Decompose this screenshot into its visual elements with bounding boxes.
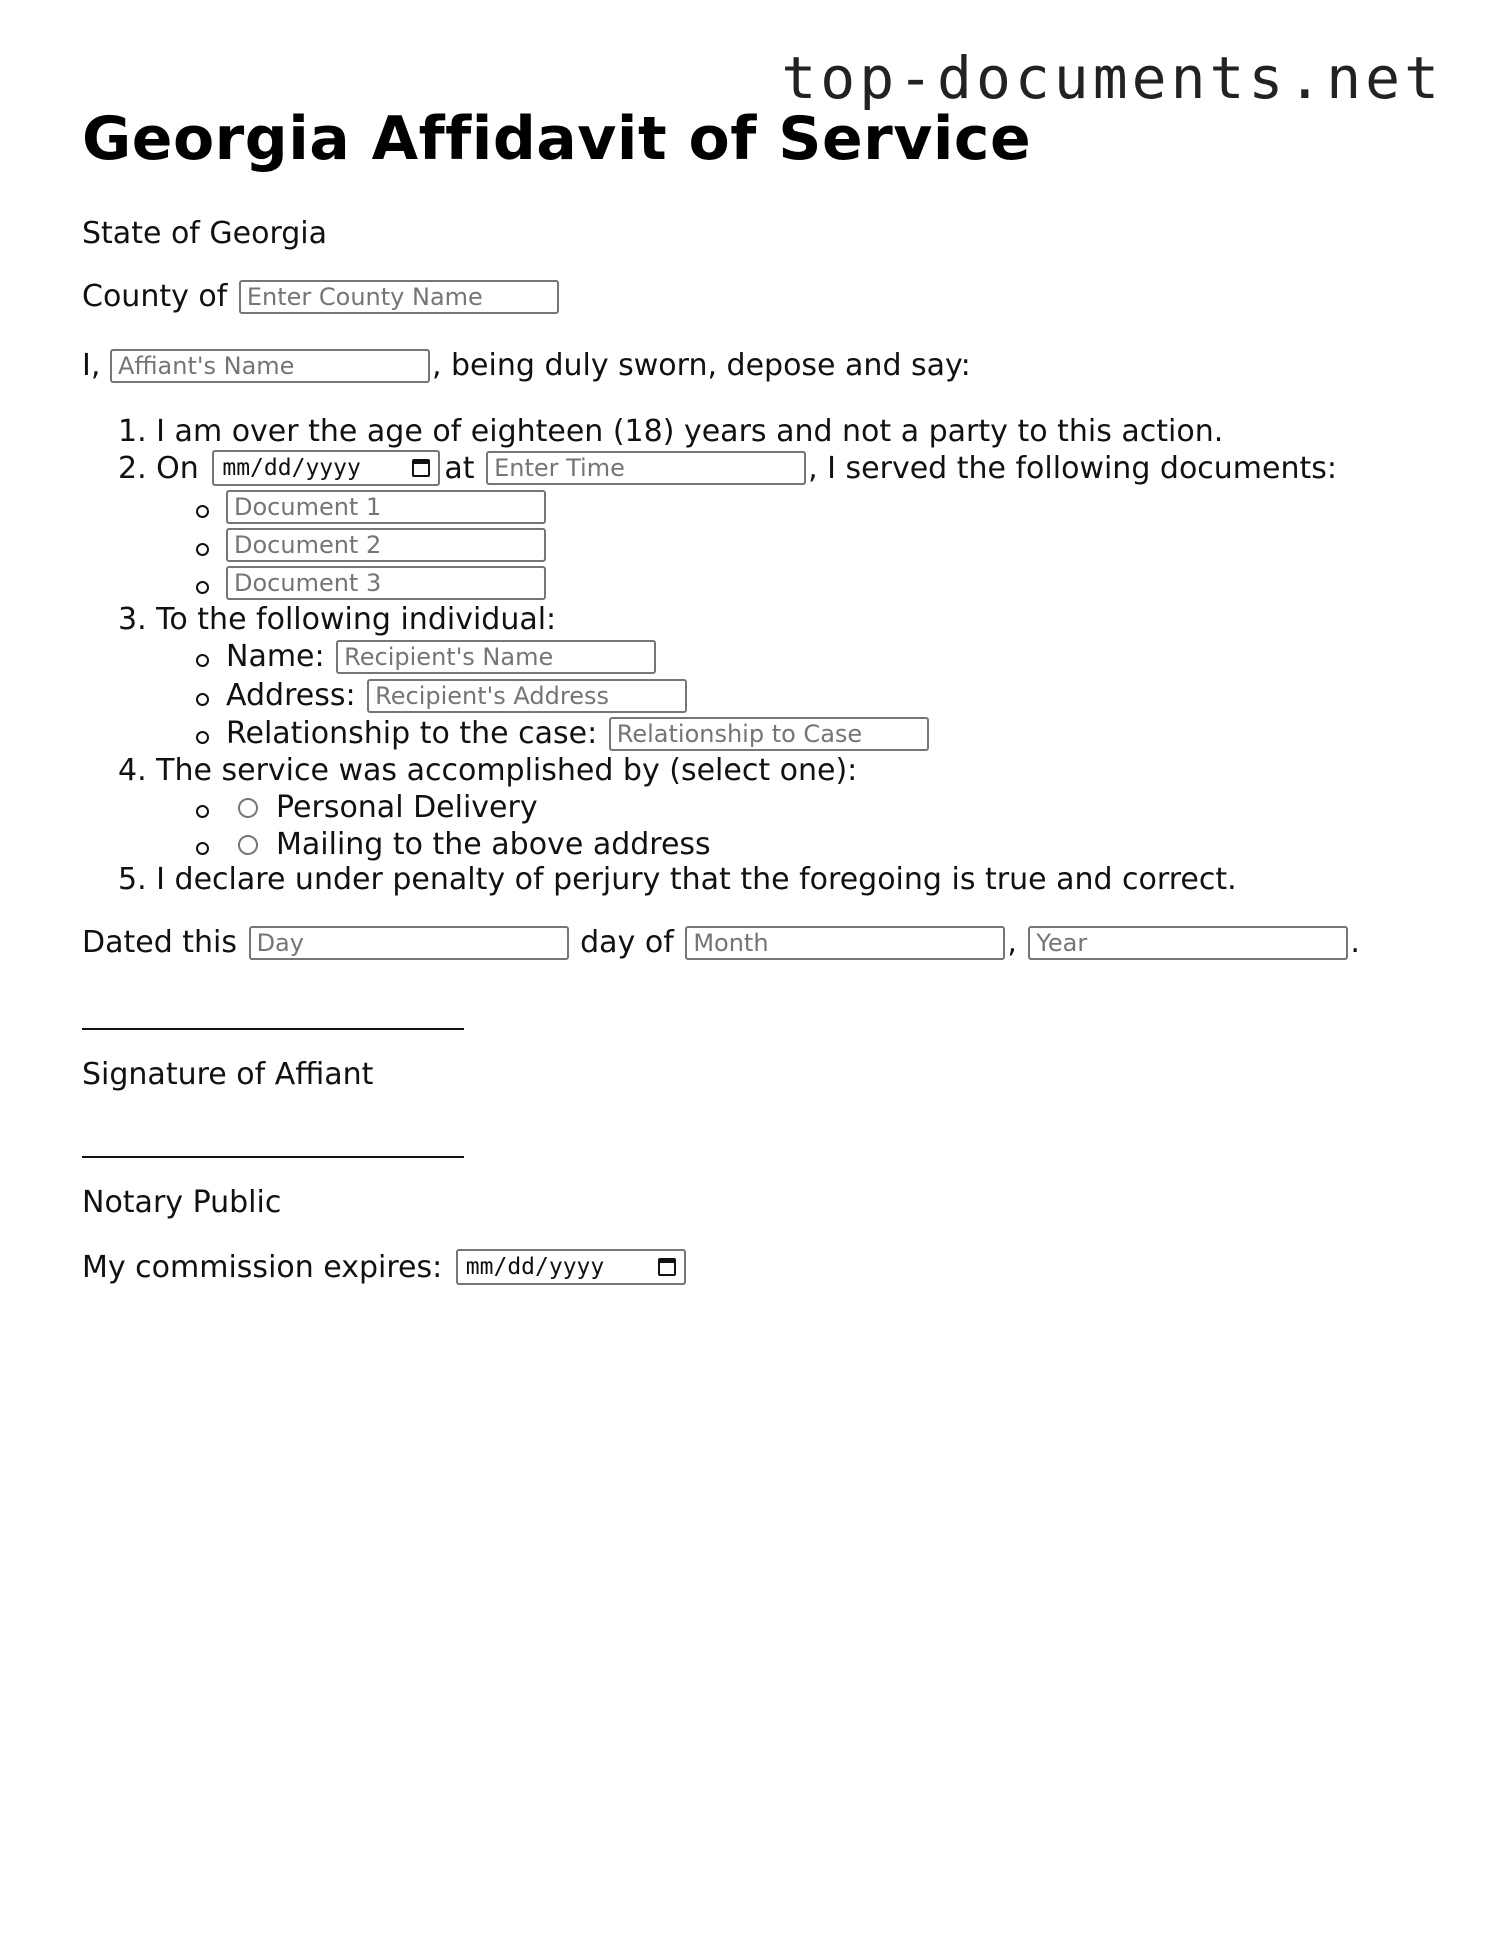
item-3-number: 3. bbox=[118, 602, 147, 637]
item-4-text: The service was accomplished by (select one): bbox=[156, 753, 858, 788]
page-title: Georgia Affidavit of Service bbox=[82, 104, 1032, 174]
relationship-label: Relationship to the case: bbox=[226, 716, 598, 751]
bullet-icon bbox=[196, 731, 209, 744]
commission-row bbox=[82, 1249, 690, 1285]
bullet-icon bbox=[196, 805, 209, 818]
list-item-5 bbox=[118, 862, 1237, 897]
item-5-text: I declare under penalty of perjury that the foregoing is true and correct. bbox=[156, 862, 1237, 897]
bullet-icon bbox=[196, 581, 209, 594]
document-2-input[interactable] bbox=[226, 528, 546, 562]
personal-delivery-radio[interactable] bbox=[238, 798, 258, 818]
item-2-suffix: , I served the following documents: bbox=[808, 450, 1338, 486]
item-4-number: 4. bbox=[118, 753, 147, 788]
dated-period: . bbox=[1350, 925, 1360, 960]
notary-signature-line[interactable] bbox=[82, 1156, 464, 1158]
notary-label: Notary Public bbox=[82, 1185, 282, 1220]
item-1-text: I am over the age of eighteen (18) years and not a party to this action. bbox=[156, 414, 1224, 449]
commission-date-value: mm/dd/yyyy bbox=[465, 1254, 605, 1280]
item-3-text: To the following individual: bbox=[156, 602, 557, 637]
year-input[interactable] bbox=[1028, 926, 1348, 960]
recipient-address-input[interactable] bbox=[367, 679, 687, 713]
affiant-name-input[interactable] bbox=[110, 349, 430, 383]
bullet-icon bbox=[196, 543, 209, 556]
day-of-label: day of bbox=[580, 925, 674, 960]
dated-comma: , bbox=[1007, 925, 1017, 960]
calendar-icon[interactable] bbox=[412, 459, 430, 477]
affiant-suffix: , being duly sworn, depose and say: bbox=[431, 348, 971, 383]
item-2-on: On bbox=[156, 450, 199, 486]
document-1-input[interactable] bbox=[226, 490, 546, 524]
relationship-input[interactable] bbox=[609, 717, 929, 751]
item-2-at: at bbox=[444, 450, 475, 486]
affiant-row bbox=[82, 348, 971, 383]
item-2-number: 2. bbox=[118, 450, 147, 486]
recipient-name-label: Name: bbox=[226, 639, 325, 674]
recipient-name-input[interactable] bbox=[336, 640, 656, 674]
personal-delivery-label[interactable]: Personal Delivery bbox=[276, 790, 538, 825]
bullet-icon bbox=[196, 842, 209, 855]
document-item bbox=[226, 490, 546, 524]
bullet-icon bbox=[196, 693, 209, 706]
relationship-row bbox=[226, 716, 931, 751]
item-5-number: 5. bbox=[118, 862, 147, 897]
mailing-label[interactable]: Mailing to the above address bbox=[276, 827, 711, 862]
bullet-icon bbox=[196, 654, 209, 667]
commission-date-input[interactable] bbox=[456, 1249, 686, 1285]
document-item bbox=[226, 528, 546, 562]
list-item-1 bbox=[118, 414, 1223, 449]
commission-label: My commission expires: bbox=[82, 1249, 443, 1285]
dated-label: Dated this bbox=[82, 925, 238, 960]
county-label: County of bbox=[82, 279, 228, 314]
signature-label: Signature of Affiant bbox=[82, 1057, 374, 1092]
day-input[interactable] bbox=[249, 926, 569, 960]
list-item-4 bbox=[118, 753, 857, 788]
recipient-name-row bbox=[226, 639, 658, 674]
county-input[interactable] bbox=[239, 280, 559, 314]
dated-row bbox=[82, 925, 1360, 960]
county-row bbox=[82, 279, 561, 314]
service-date-value: mm/dd/yyyy bbox=[222, 455, 361, 481]
state-line: State of Georgia bbox=[82, 216, 328, 251]
recipient-address-row bbox=[226, 678, 689, 713]
affiant-prefix: I, bbox=[82, 348, 101, 383]
document-item bbox=[226, 566, 546, 600]
option-mailing[interactable] bbox=[238, 827, 711, 862]
list-item-3 bbox=[118, 602, 556, 637]
affiant-signature-line[interactable] bbox=[82, 1028, 464, 1030]
recipient-address-label: Address: bbox=[226, 678, 356, 713]
list-item-2 bbox=[118, 450, 1337, 486]
document-3-input[interactable] bbox=[226, 566, 546, 600]
watermark-text: top-documents.net bbox=[781, 44, 1443, 112]
item-1-number: 1. bbox=[118, 414, 147, 449]
month-input[interactable] bbox=[685, 926, 1005, 960]
mailing-radio[interactable] bbox=[238, 835, 258, 855]
service-time-input[interactable] bbox=[486, 451, 806, 485]
service-date-input[interactable] bbox=[212, 450, 440, 486]
option-personal-delivery[interactable] bbox=[238, 790, 538, 825]
bullet-icon bbox=[196, 505, 209, 518]
calendar-icon[interactable] bbox=[658, 1258, 676, 1276]
